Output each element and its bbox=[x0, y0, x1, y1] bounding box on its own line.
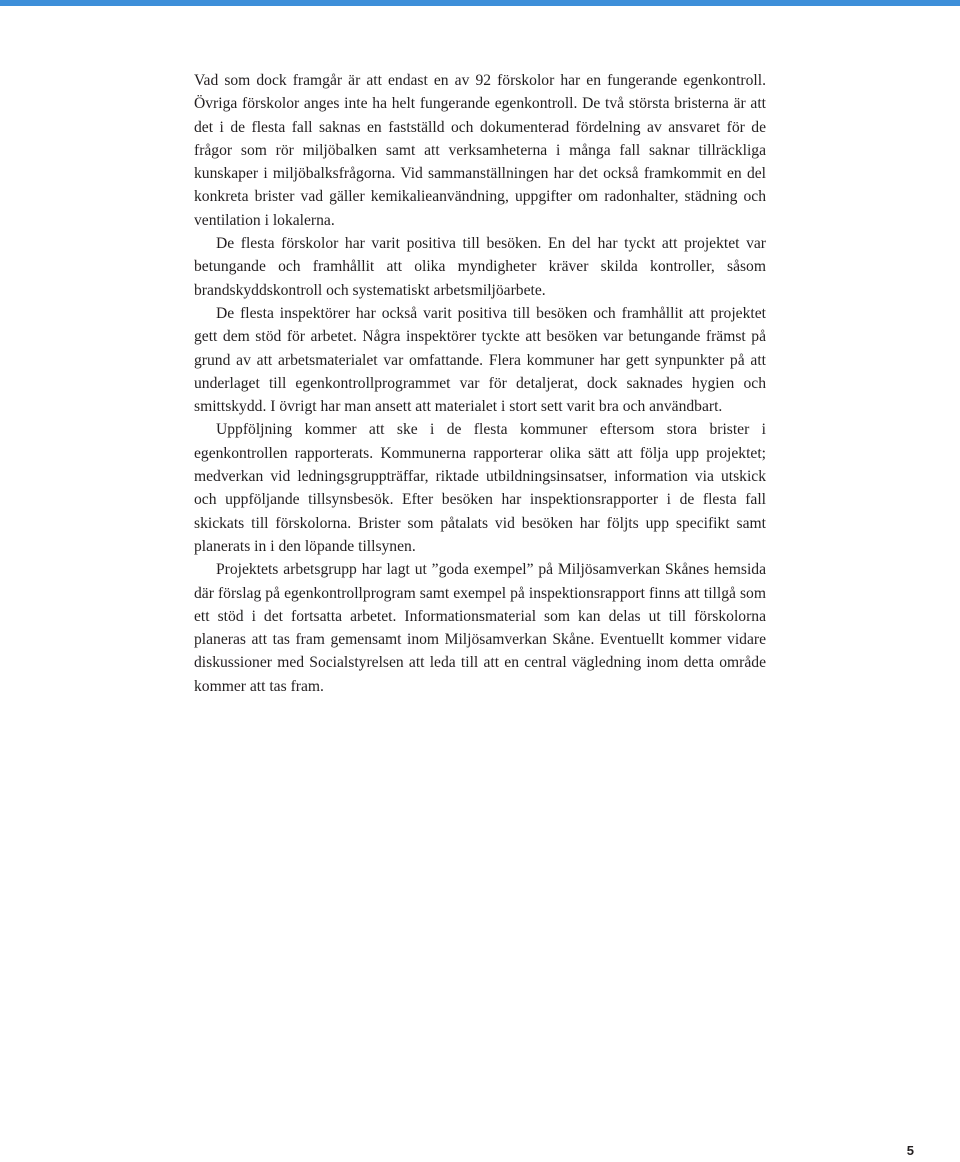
paragraph-3: De flesta inspektörer har också varit positiva till besöken och framhållit att projektet gett dem stöd för arbetet. Några inspektörer tyckte att besöken var betungande främst på grund av att arbetsmaterialet var omfattande. Flera kommuner har gett synpunkter på att underlaget till egenkontrollprogrammet var för detaljerat, dock saknades hygien och smittskydd. I övrigt har man ansett att materialet i stort sett varit bra och användbart. bbox=[194, 304, 766, 416]
top-accent-bar bbox=[0, 0, 960, 6]
paragraph-5: Projektets arbetsgrupp har lagt ut ”goda exempel” på Miljösamverkan Skånes hemsida där förslag på egenkontrollprogram samt exempel på inspektionsrapport finns att tillgå som ett stöd i det fortsatta arbetet. Informationsmaterial som kan delas ut till förskolorna planeras att tas fram gemensamt inom Miljösamverkan Skåne. Eventuellt kommer vidare diskussioner med Socialstyrelsen att leda till att en central vägledning inom detta område kommer att tas fram. bbox=[194, 561, 766, 695]
paragraph-2: De flesta förskolor har varit positiva till besöken. En del har tyckt att projektet var betungande och framhållit att olika myndigheter kräver skilda kontroller, såsom brandskyddskontroll och systematiskt arbetsmiljöarbete. bbox=[194, 235, 766, 299]
paragraph-1: Vad som dock framgår är att endast en av 92 förskolor har en fungerande egenkontroll. Övriga förskolor anges inte ha helt fungerande egenkontroll. De två största bristerna är att det i de flesta fall saknas en fastställd och dokumenterad fördelning av ansvaret för de frågor som rör miljöbalken samt att verksamheterna i många fall saknar tillräckliga kunskaper i miljöbalksfrågorna. Vid sammanställningen har det också framkommit en del konkreta brister vad gäller kemikalieanvändning, uppgifter om radonhalter, städning och ventilation i lokalerna. bbox=[194, 72, 766, 229]
page-number: 5 bbox=[906, 1143, 914, 1158]
paragraph-4: Uppföljning kommer att ske i de flesta kommuner eftersom stora brister i egenkontrollen rapporterats. Kommunerna rapporterar olika sätt att följa upp projektet; medverkan vid ledningsgruppträffar, riktade utbildningsinsatser, information via utskick och uppföljande tillsynsbesök. Efter besöken har inspektionsrapporter i de flesta fall skickats till förskolorna. Brister som påtalats vid besöken har följts upp specifikt samt planerats in i den löpande tillsynen. bbox=[194, 421, 766, 555]
body-text-column bbox=[194, 69, 766, 698]
